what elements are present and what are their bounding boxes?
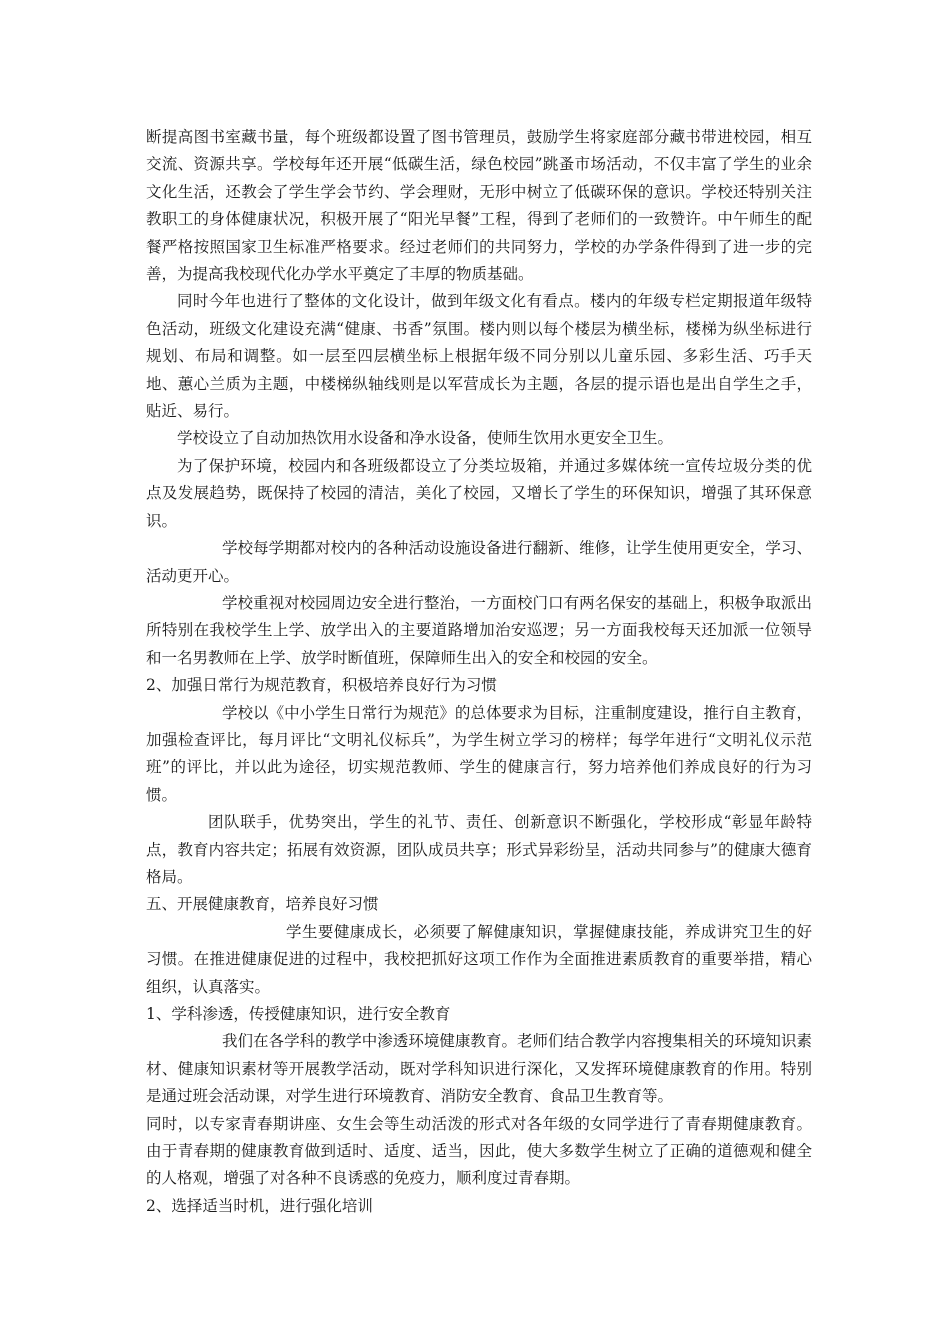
heading-training: 2、选择适当时机，进行强化培训 [146, 1196, 373, 1215]
paragraph-garbage-sorting: 为了保护环境，校园内和各班级都设立了分类垃圾箱，并通过多媒体统一宣传垃圾分类的优点及发展趋势，既保持了校园的清洁，美化了校园，又增长了学生的环保知识，增强了其环保意识。 [146, 456, 812, 530]
paragraph-adolescence: 同时，以专家青春期讲座、女生会等生动活泼的形式对各年级的女同学进行了青春期健康教育。由于青春期的健康教育做到适时、适度、适当，因此，使大多数学生树立了正确的道德观和健全的人格观，增强了对各种不良诱惑的免疫力，顺利度过青春期。 [146, 1114, 812, 1188]
paragraph-team-cooperation: 团队联手，优势突出，学生的礼节、责任、创新意识不断强化，学校形成“彰显年龄特点，教育内容共定；拓展有效资源，团队成员共享；形式异彩纷呈，活动共同参与”的健康大德育格局。 [146, 813, 812, 886]
paragraph-facility-maintenance: 学校每学期都对校内的各种活动设施设备进行翻新、维修，让学生使用更安全，学习、活动更开心。 [146, 539, 812, 585]
paragraph-library: 断提高图书室藏书量，每个班级都设置了图书管理员，鼓励学生将家庭部分藏书带进校园，相互交流、资源共享。学校每年还开展“低碳生活，绿色校园”跳蚤市场活动，不仅丰富了学生的业余文化生活，还教会了学生学会节约、学会理财，无形中树立了低碳环保的意识。学校还特别关注教职工的身体健康状况，积极开展了“阳光早餐”工程，得到了老师们的一致赞许。中午师生的配餐严格按照国家卫生标准严格要求。经过老师们的共同努力，学校的办学条件得到了进一步的完善，为提高我校现代化办学水平奠定了丰厚的物质基础。 [146, 128, 812, 284]
heading-health-education: 五、开展健康教育，培养良好习惯 [146, 895, 379, 914]
paragraph-behavior-norms: 学校以《中小学生日常行为规范》的总体要求为目标，注重制度建设，推行自主教育，加强检查评比，每月评比“文明礼仪标兵”，为学生树立学习的榜样；每学年进行“文明礼仪示范班”的评比，并以此为途径，切实规范教师、学生的健康言行，努力培养他们养成良好的行为习惯。 [146, 703, 812, 804]
paragraph-campus-safety: 学校重视对校园周边安全进行整治，一方面校门口有两名保安的基础上，积极争取派出所特别在我校学生上学、放学出入的主要道路增加治安巡逻；另一方面我校每天还加派一位领导和一名男教师在上学、放学时断值班，保障师生出入的安全和校园的安全。 [146, 593, 812, 667]
paragraph-subject-teaching: 我们在各学科的教学中渗透环境健康教育。老师们结合教学内容搜集相关的环境知识素材、健康知识素材等开展教学活动，既对学科知识进行深化，又发挥环境健康教育的作用。特别是通过班会活动课，对学生进行环境教育、消防安全教育、食品卫生教育等。 [146, 1032, 812, 1106]
document-page [146, 124, 812, 1220]
paragraph-drinking-water: 学校设立了自动加热饮用水设备和净水设备，使师生饮用水更安全卫生。 [177, 429, 674, 448]
heading-subject-integration: 1、学科渗透，传授健康知识，进行安全教育 [146, 1005, 451, 1023]
heading-behavior-education: 2、加强日常行为规范教育，积极培养良好行为习惯 [146, 676, 497, 695]
paragraph-health-growth: 学生要健康成长，必须要了解健康知识，掌握健康技能，养成讲究卫生的好习惯。在推进健康促进的过程中，我校把抓好这项工作作为全面推进素质教育的重要举措，精心组织，认真落实。 [146, 922, 812, 996]
paragraph-culture-design: 同时今年也进行了整体的文化设计，做到年级文化有看点。楼内的年级专栏定期报道年级特色活动，班级文化建设充满“健康、书香”氛围。楼内则以每个楼层为横坐标，楼梯为纵坐标进行规划、布局和调整。如一层至四层横坐标上根据年级不同分别以儿童乐园、多彩生活、巧手天地、蕙心兰质为主题，中楼梯纵轴线则是以军营成长为主题，各层的提示语也是出自学生之手，贴近、易行。 [146, 292, 812, 421]
